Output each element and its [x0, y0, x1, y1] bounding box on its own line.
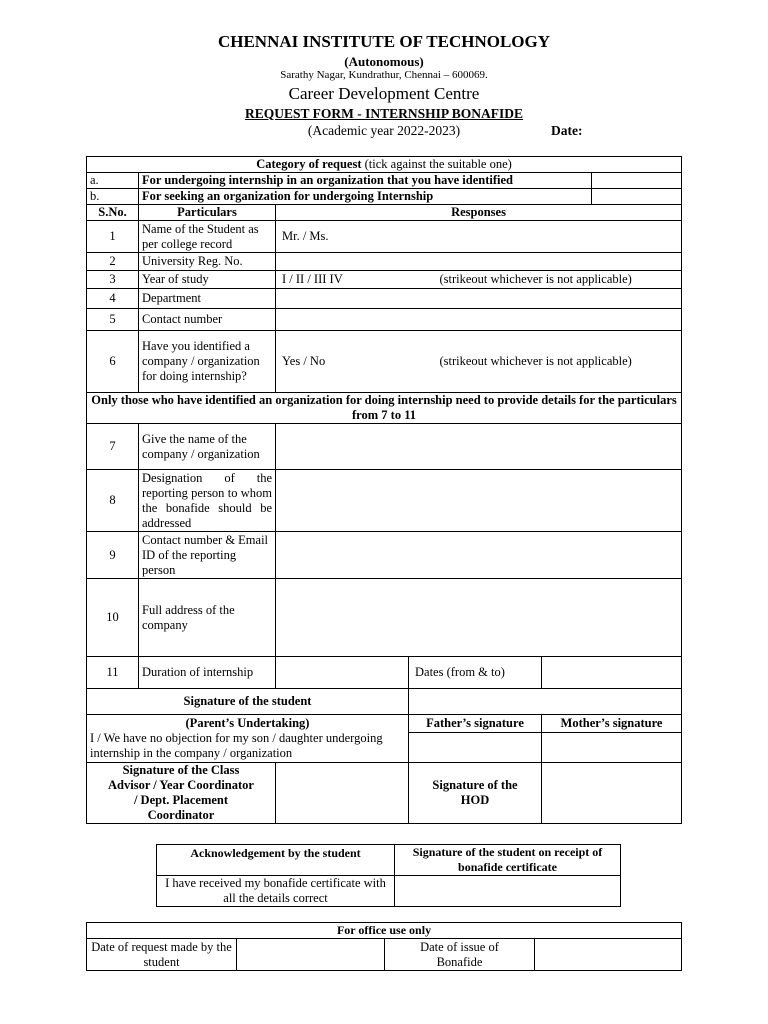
- parent-undertaking-title: (Parent’s Undertaking): [185, 716, 310, 730]
- company-address-field[interactable]: [276, 579, 682, 657]
- department-field[interactable]: [276, 289, 682, 309]
- main-form-table: [86, 156, 682, 824]
- father-signature-cell[interactable]: [409, 715, 542, 763]
- receipt-signature-title: Signature of the student on receipt of bonafide certificate: [395, 845, 621, 876]
- row-11-label: Duration of internship: [139, 657, 276, 689]
- acknowledgement-text: I have received my bonafide certificate with all the details correct: [157, 876, 395, 907]
- issue-date-label: Date of issue of Bonafide: [385, 939, 535, 971]
- advisor-signature-field[interactable]: [276, 763, 409, 824]
- hod-signature-label: Signature of the HOD: [409, 763, 542, 824]
- company-name-field[interactable]: [276, 424, 682, 470]
- student-signature-label: Signature of the student: [87, 689, 409, 715]
- hod-signature-field[interactable]: [542, 763, 682, 824]
- institute-name: CHENNAI INSTITUTE OF TECHNOLOGY: [217, 32, 551, 51]
- year-strikeout-note: (strikeout whichever is not applicable): [439, 272, 632, 286]
- year-of-study-field[interactable]: I / II / III IV (strikeout whichever is not applicable): [276, 271, 682, 289]
- form-title: REQUEST FORM - INTERNSHIP BONAFIDE: [244, 106, 524, 121]
- academic-year: (Academic year 2022-2023): [307, 123, 461, 138]
- particulars-header: Particulars: [139, 205, 276, 221]
- reporting-person-field[interactable]: [276, 470, 682, 532]
- office-use-title: For office use only: [87, 923, 682, 939]
- sno-header: S.No.: [87, 205, 139, 221]
- option-a-letter: a.: [87, 173, 139, 189]
- row-8-label: Designation of the reporting person to whom the bonafide should be addressed: [139, 470, 276, 532]
- office-use-table: [86, 922, 682, 971]
- acknowledgement-title: Acknowledgement by the student: [157, 845, 395, 876]
- request-date-label: Date of request made by the student: [87, 939, 237, 971]
- mother-signature-cell[interactable]: [542, 715, 682, 763]
- option-b-tick-box[interactable]: [592, 189, 682, 205]
- parent-undertaking-text: I / We have no objection for my son / daughter undergoing internship in the company / organization: [90, 731, 383, 760]
- row-2-label: University Reg. No.: [139, 253, 276, 271]
- row-3-label: Year of study: [139, 271, 276, 289]
- row-7-number: 7: [87, 424, 139, 470]
- option-a-text: For undergoing internship in an organization that you have identified: [139, 173, 592, 189]
- centre-name: Career Development Centre: [288, 84, 480, 103]
- issue-date-field[interactable]: [535, 939, 682, 971]
- reg-no-field[interactable]: [276, 253, 682, 271]
- contact-number-field[interactable]: [276, 309, 682, 331]
- duration-field[interactable]: [276, 657, 409, 689]
- responses-header: Responses: [276, 205, 682, 221]
- company-details-notice: Only those who have identified an organization for doing internship need to provide details for the particulars from 7 to 11: [87, 393, 682, 424]
- father-signature-label: Father’s signature: [409, 715, 541, 733]
- institute-address: Sarathy Nagar, Kundrathur, Chennai – 600069.: [280, 69, 488, 81]
- row-10-label: Full address of the company: [139, 579, 276, 657]
- row-4-number: 4: [87, 289, 139, 309]
- row-10-number: 10: [87, 579, 139, 657]
- date-label: Date:: [551, 123, 583, 138]
- row-5-label: Contact number: [139, 309, 276, 331]
- student-signature-field[interactable]: [409, 689, 682, 715]
- row-11-number: 11: [87, 657, 139, 689]
- row-9-number: 9: [87, 532, 139, 579]
- institute-status: (Autonomous): [344, 54, 424, 69]
- identified-strikeout-note: (strikeout whichever is not applicable): [439, 354, 632, 368]
- row-5-number: 5: [87, 309, 139, 331]
- category-heading: Category of request (tick against the suitable one): [87, 157, 682, 173]
- row-1-label: Name of the Student as per college record: [139, 221, 276, 253]
- acknowledgement-table: [156, 844, 621, 907]
- row-3-number: 3: [87, 271, 139, 289]
- advisor-signature-label: Signature of the Class Advisor / Year Coordinator / Dept. Placement Coordinator: [87, 763, 276, 824]
- row-7-label: Give the name of the company / organization: [139, 424, 276, 470]
- identified-company-field[interactable]: Yes / No (strikeout whichever is not applicable): [276, 331, 682, 393]
- row-2-number: 2: [87, 253, 139, 271]
- row-9-label: Contact number & Email ID of the reporting person: [139, 532, 276, 579]
- option-a-tick-box[interactable]: [592, 173, 682, 189]
- student-name-field[interactable]: Mr. / Ms.: [276, 221, 682, 253]
- option-b-letter: b.: [87, 189, 139, 205]
- row-6-number: 6: [87, 331, 139, 393]
- dates-label: Dates (from & to): [409, 657, 542, 689]
- parent-undertaking: [87, 715, 409, 763]
- mother-signature-label: Mother’s signature: [542, 715, 681, 733]
- receipt-signature-field[interactable]: [395, 876, 621, 907]
- reporting-contact-field[interactable]: [276, 532, 682, 579]
- row-6-label: Have you identified a company / organization for doing internship?: [139, 331, 276, 393]
- option-b-text: For seeking an organization for undergoing Internship: [139, 189, 592, 205]
- row-4-label: Department: [139, 289, 276, 309]
- row-1-number: 1: [87, 221, 139, 253]
- dates-field[interactable]: [542, 657, 682, 689]
- row-8-number: 8: [87, 470, 139, 532]
- request-date-field[interactable]: [237, 939, 385, 971]
